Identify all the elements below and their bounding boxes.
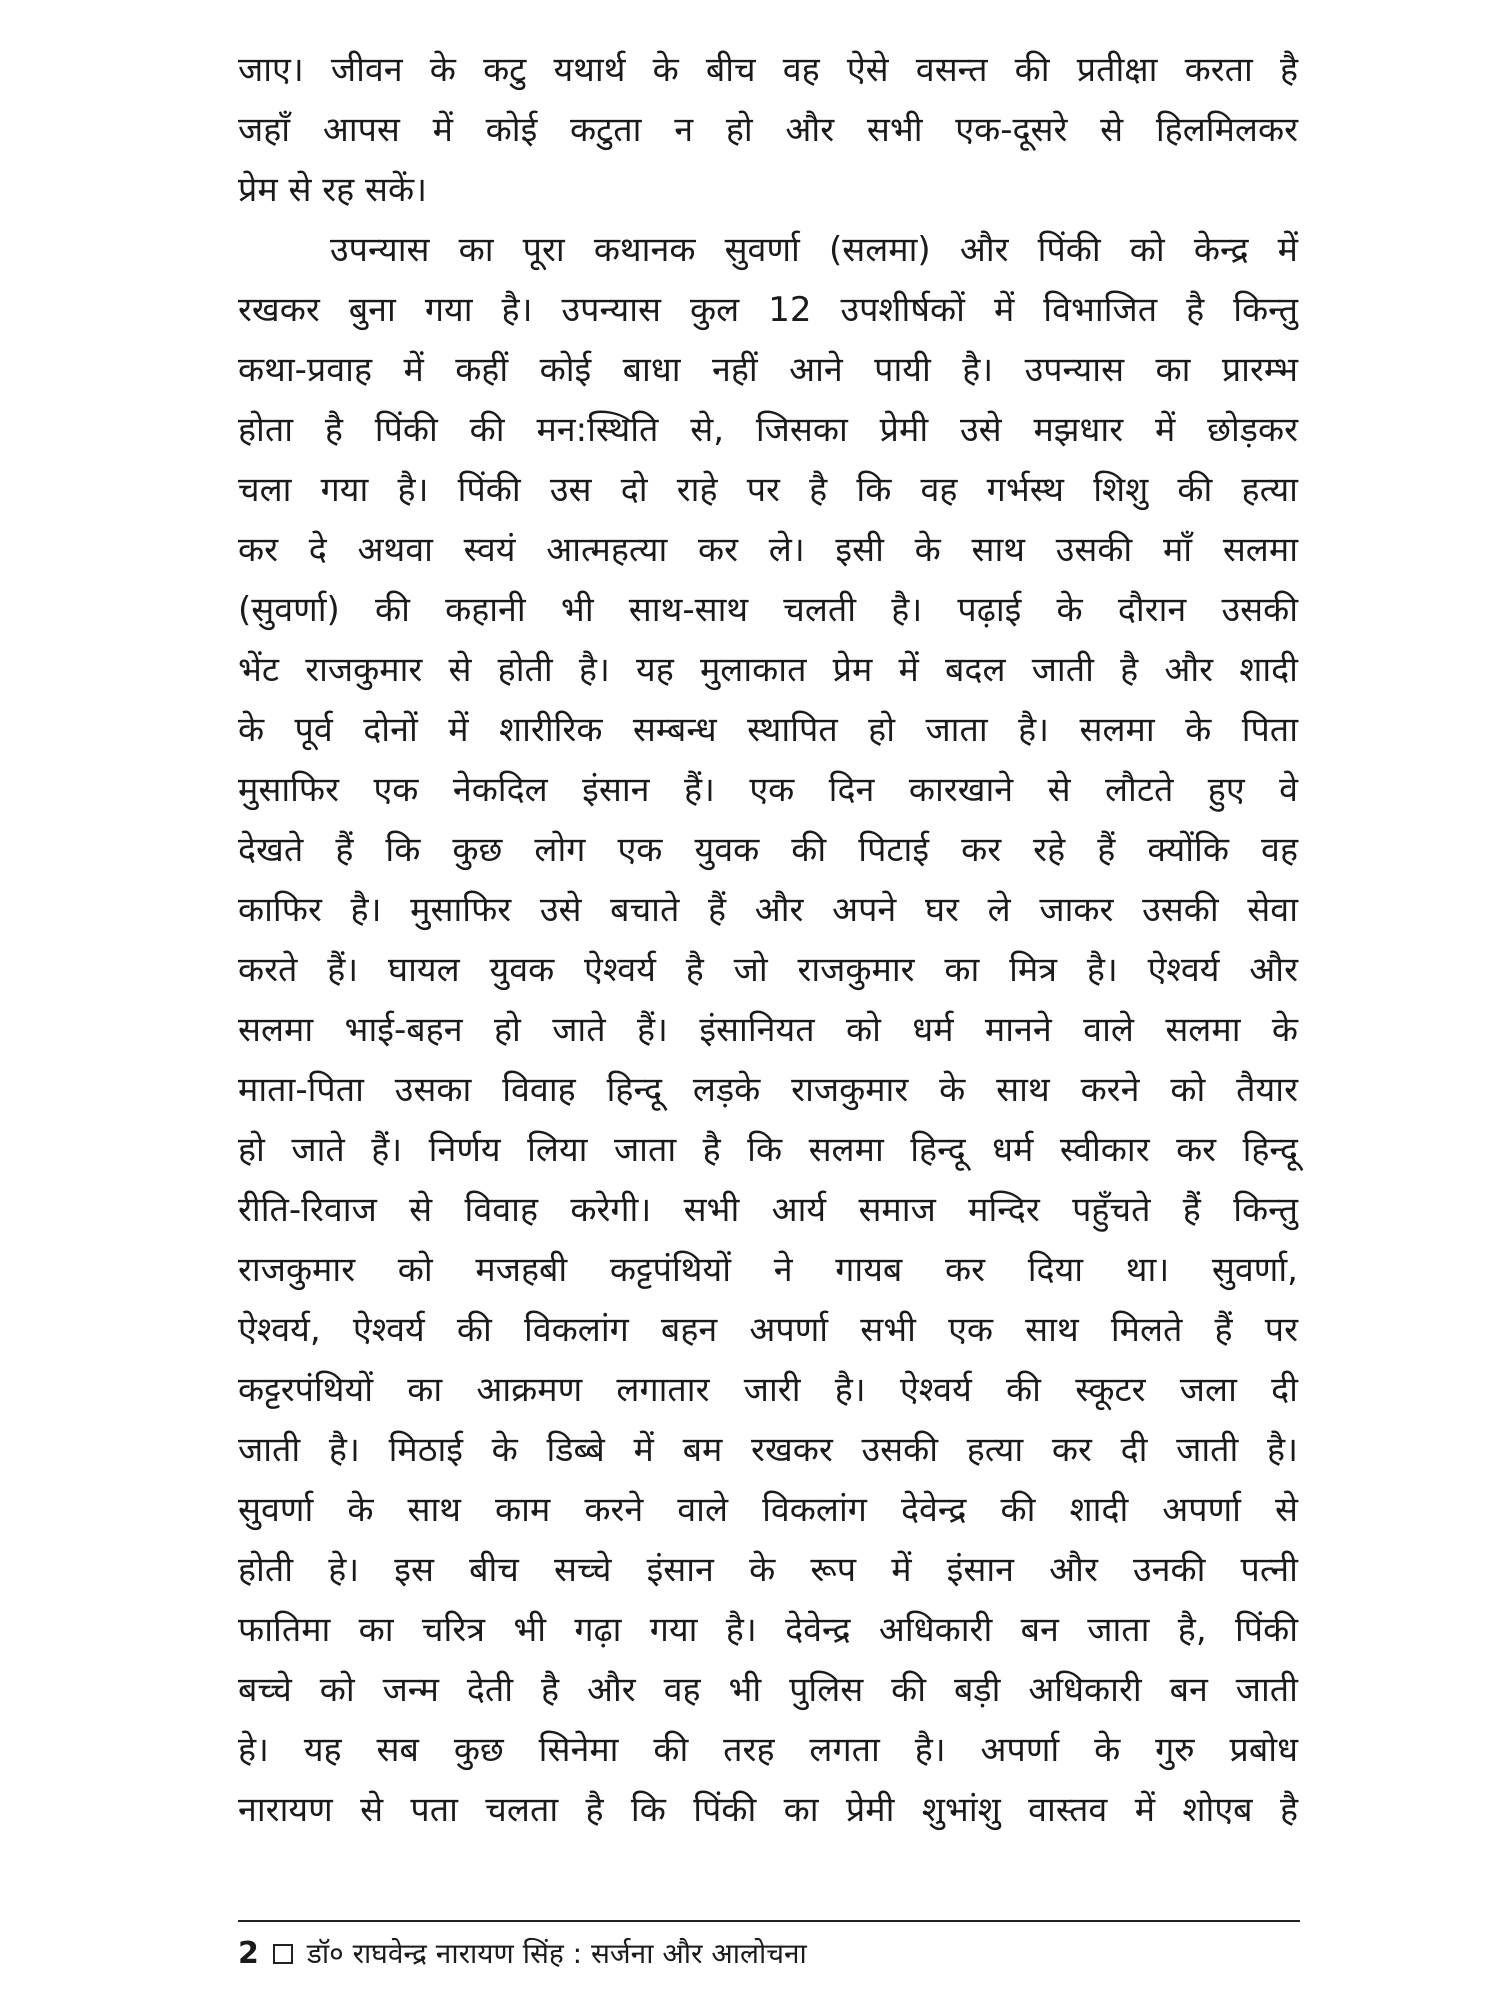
- text-line: जहाँ आपस में कोई कटुता न हो और सभी एक-दूसरे से हिलमिलकर: [238, 110, 1298, 150]
- text-line: रीति-रिवाज से विवाह करेगी। सभी आर्य समाज मन्दिर पहुँचते हैं किन्तु: [238, 1190, 1298, 1230]
- text-line: प्रेम से रह सकें।: [238, 170, 428, 210]
- text-line: मुसाफिर एक नेकदिल इंसान हैं। एक दिन कारखाने से लौटते हुए वे: [238, 770, 1298, 810]
- page-footer: [238, 1930, 807, 1978]
- text-line: (सुवर्णा) की कहानी भी साथ-साथ चलती है। पढ़ाई के दौरान उसकी: [238, 590, 1298, 630]
- text-line: जाती है। मिठाई के डिब्बे में बम रखकर उसकी हत्या कर दी जाती है।: [238, 1430, 1298, 1470]
- text-line: भेंट राजकुमार से होती है। यह मुलाकात प्रेम में बदल जाती है और शादी: [238, 650, 1298, 690]
- text-line: कट्टरपंथियों का आक्रमण लगातार जारी है। ऐश्वर्य की स्कूटर जला दी: [238, 1370, 1298, 1410]
- text-line: सुवर्णा के साथ काम करने वाले विकलांग देवेन्द्र की शादी अपर्णा से: [238, 1490, 1298, 1530]
- text-line: रखकर बुना गया है। उपन्यास कुल 12 उपशीर्षकों में विभाजित है किन्तु: [238, 290, 1298, 330]
- text-line: नारायण से पता चलता है कि पिंकी का प्रेमी शुभांशु वास्तव में शोएब है: [238, 1790, 1298, 1830]
- text-line: ऐश्वर्य, ऐश्वर्य की विकलांग बहन अपर्णा सभी एक साथ मिलते हैं पर: [238, 1310, 1298, 1350]
- text-line: होती हे। इस बीच सच्चे इंसान के रूप में इंसान और उनकी पत्नी: [238, 1550, 1298, 1590]
- text-line: कर दे अथवा स्वयं आत्महत्या कर ले। इसी के साथ उसकी माँ सलमा: [238, 530, 1298, 570]
- square-bullet-icon: [273, 1944, 293, 1964]
- text-line: हे। यह सब कुछ सिनेमा की तरह लगता है। अपर्णा के गुरु प्रबोध: [238, 1730, 1298, 1770]
- text-line: राजकुमार को मजहबी कट्टपंथियों ने गायब कर दिया था। सुवर्णा,: [238, 1250, 1298, 1290]
- text-line: देखते हैं कि कुछ लोग एक युवक की पिटाई कर रहे हैं क्योंकि वह: [238, 830, 1298, 870]
- text-line: सलमा भाई-बहन हो जाते हैं। इंसानियत को धर्म मानने वाले सलमा के: [238, 1010, 1298, 1050]
- text-line: काफिर है। मुसाफिर उसे बचाते हैं और अपने घर ले जाकर उसकी सेवा: [238, 890, 1298, 930]
- text-line: कथा-प्रवाह में कहीं कोई बाधा नहीं आने पायी है। उपन्यास का प्रारम्भ: [238, 350, 1298, 390]
- text-line: चला गया है। पिंकी उस दो राहे पर है कि वह गर्भस्थ शिशु की हत्या: [238, 470, 1298, 510]
- text-line: होता है पिंकी की मन:स्थिति से, जिसका प्रेमी उसे मझधार में छोड़कर: [238, 410, 1298, 450]
- text-line: हो जाते हैं। निर्णय लिया जाता है कि सलमा हिन्दू धर्म स्वीकार कर हिन्दू: [238, 1130, 1298, 1170]
- text-line: उपन्यास का पूरा कथानक सुवर्णा (सलमा) और पिंकी को केन्द्र में: [330, 230, 1298, 270]
- text-line: फातिमा का चरित्र भी गढ़ा गया है। देवेन्द्र अधिकारी बन जाता है, पिंकी: [238, 1610, 1298, 1650]
- page-number: 2: [238, 1936, 259, 1971]
- footer-divider: [238, 1920, 1300, 1922]
- body-text: [238, 40, 1298, 1840]
- text-line: माता-पिता उसका विवाह हिन्दू लड़के राजकुमार के साथ करने को तैयार: [238, 1070, 1298, 1110]
- text-line: करते हैं। घायल युवक ऐश्वर्य है जो राजकुमार का मित्र है। ऐश्वर्य और: [238, 950, 1298, 990]
- text-line: जाए। जीवन के कटु यथार्थ के बीच वह ऐसे वसन्त की प्रतीक्षा करता है: [238, 50, 1298, 90]
- running-footer-title: डॉ० राघवेन्द्र नारायण सिंह : सर्जना और आलोचना: [306, 1937, 807, 1970]
- text-line: बच्चे को जन्म देती है और वह भी पुलिस की बड़ी अधिकारी बन जाती: [238, 1670, 1298, 1710]
- text-line: के पूर्व दोनों में शारीरिक सम्बन्ध स्थापित हो जाता है। सलमा के पिता: [238, 710, 1298, 750]
